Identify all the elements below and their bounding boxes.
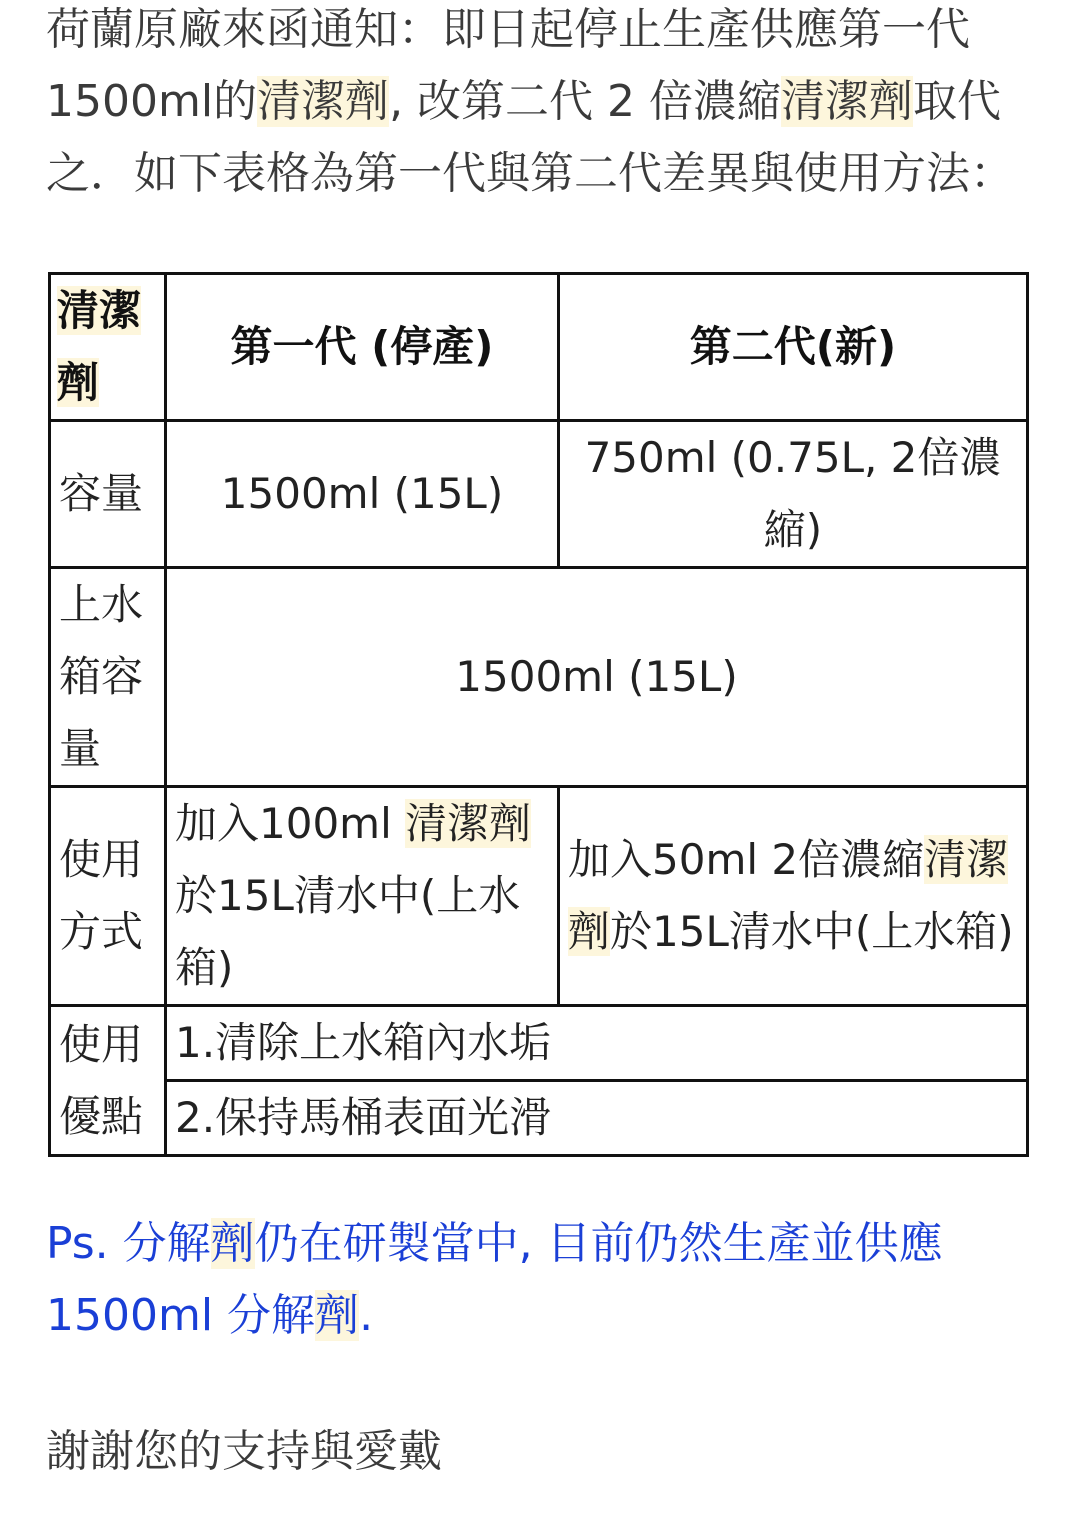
- table-row-capacity: [50, 421, 1028, 568]
- ps-text-2: 仍在研製當中, 目前仍然生產並供應1500ml 分解: [46, 1218, 943, 1341]
- benefit-item-1: 1.清除上水箱內水垢: [166, 1006, 1028, 1081]
- thanks-text: 謝謝您的支持與愛戴: [46, 1426, 442, 1477]
- intro-highlight-2: 清潔劑: [781, 76, 914, 127]
- intro-highlight-1: 清潔劑: [257, 76, 390, 127]
- ps-text-3: .: [359, 1290, 374, 1341]
- capacity-gen1: 1500ml (15L): [166, 421, 559, 568]
- tank-value: 1500ml (15L): [166, 568, 1028, 787]
- table-row-header: [50, 274, 1028, 421]
- intro-paragraph: [46, 0, 1036, 210]
- tank-label: 上水箱容量: [50, 568, 166, 787]
- header-gen2: 第二代(新): [559, 274, 1028, 421]
- benefit-item-2: 2.保持馬桶表面光滑: [166, 1081, 1028, 1156]
- usage-gen1: 加入100ml 清潔劑於15L清水中(上水箱): [166, 787, 559, 1006]
- ps-text-1: Ps. 分解: [46, 1218, 211, 1269]
- intro-text-2: , 改第二代 2 倍濃縮: [389, 76, 782, 127]
- usage-label: 使用方式: [50, 787, 166, 1006]
- ps-highlight-1: 劑: [210, 1218, 255, 1269]
- header-corner: 清潔劑: [50, 274, 166, 421]
- table-row-usage: [50, 787, 1028, 1006]
- header-gen1: 第一代 (停產): [166, 274, 559, 421]
- ps-note: [46, 1208, 1036, 1352]
- table-row-benefit-1: [50, 1006, 1028, 1081]
- table-row-benefit-2: [50, 1081, 1028, 1156]
- benefits-label: 使用優點: [50, 1006, 166, 1156]
- ps-highlight-2: 劑: [315, 1290, 360, 1341]
- comparison-table: [48, 272, 1029, 1157]
- intro-text-1: 荷蘭原廠來函通知：即日起停止生產供應第一代1500ml的: [46, 4, 970, 127]
- intro-text-3: 取代之．如下表格為第一代與第二代差異與使用方法：: [46, 76, 1014, 199]
- capacity-gen2: 750ml (0.75L, 2倍濃縮): [559, 421, 1028, 568]
- table-row-tank: [50, 568, 1028, 787]
- capacity-label: 容量: [50, 421, 166, 568]
- usage-gen2: 加入50ml 2倍濃縮清潔劑於15L清水中(上水箱): [559, 787, 1028, 1006]
